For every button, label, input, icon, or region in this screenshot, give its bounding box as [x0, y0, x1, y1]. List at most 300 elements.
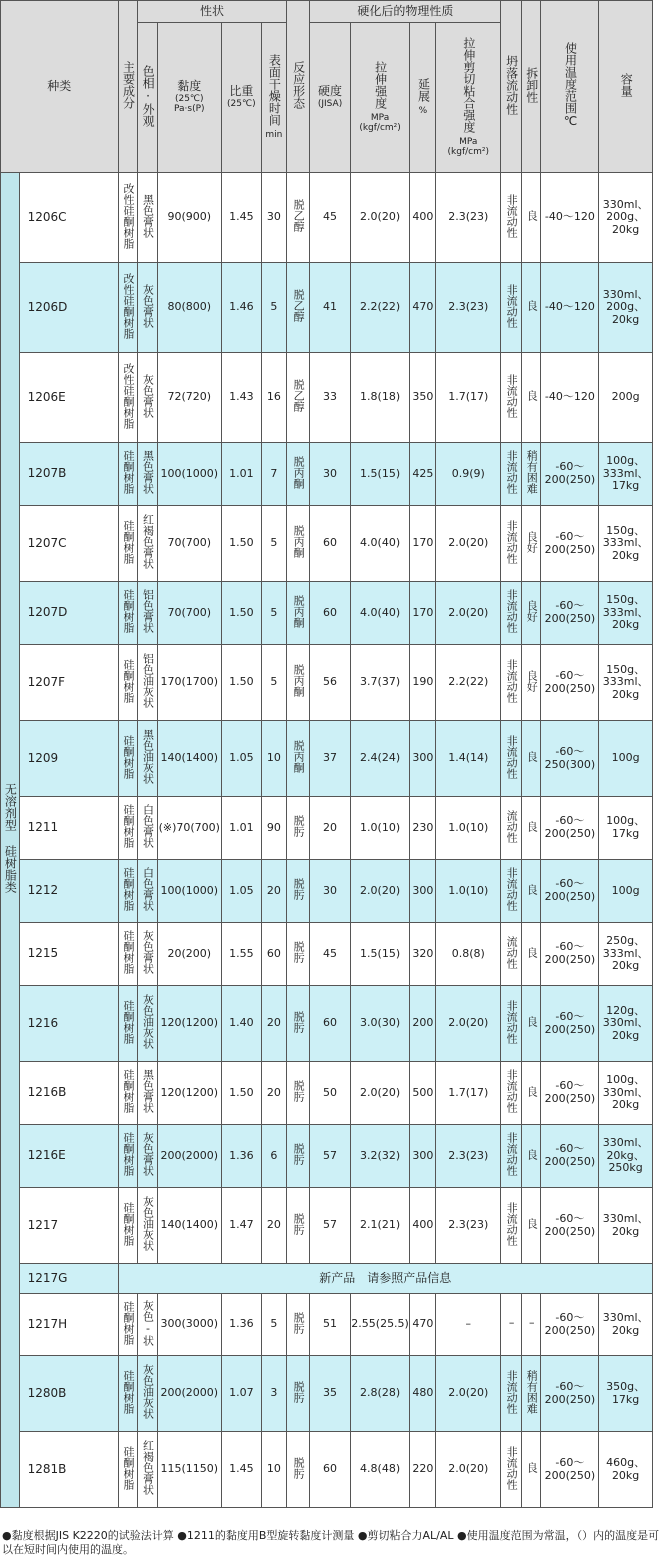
cell-release: 良: [521, 860, 541, 923]
cell-viscosity: 100(1000): [157, 860, 221, 923]
cell-main-component: 硅酮树脂: [118, 1062, 138, 1125]
cell-capacity: 100g、333ml、17kg: [599, 443, 653, 506]
cell-elongation: 300: [410, 860, 436, 923]
cell-slump: 非流动性: [501, 1432, 522, 1508]
cell-tensile: 4.0(40): [350, 582, 410, 645]
cell-dry-time: 20: [261, 986, 286, 1062]
product-code: 1207B: [19, 443, 118, 506]
cell-temperature: -60～200(250): [541, 1062, 599, 1125]
cell-elongation: 230: [410, 797, 436, 860]
cell-tensile: 3.0(30): [350, 986, 410, 1062]
cell-main-component: 硅酮树脂: [118, 721, 138, 797]
table-row: [1, 797, 653, 860]
header-release: 拆卸性: [521, 1, 541, 173]
cell-elongation: 200: [410, 986, 436, 1062]
cell-dry-time: 7: [261, 443, 286, 506]
cell-specific-gravity: 1.05: [221, 721, 261, 797]
cell-capacity: 100g: [599, 860, 653, 923]
cell-release: 良: [521, 923, 541, 986]
cell-color: 灰色膏状: [138, 263, 158, 353]
cell-slump: 非流动性: [501, 1188, 522, 1264]
cell-shear: 2.0(20): [436, 582, 501, 645]
header-reaction: 反应形态: [286, 1, 310, 173]
cell-shear: 0.9(9): [436, 443, 501, 506]
cell-slump: 非流动性: [501, 645, 522, 721]
cell-color: 灰色膏状: [138, 1125, 158, 1188]
cell-reaction: 脱肟: [286, 1062, 310, 1125]
header-capacity: 容量: [599, 1, 653, 173]
cell-release: 良: [521, 721, 541, 797]
cell-release: 良: [521, 1062, 541, 1125]
cell-reaction: 脱肟: [286, 860, 310, 923]
cell-capacity: 100g: [599, 721, 653, 797]
header-hardness: 硬度 (JISA): [310, 23, 350, 173]
cell-specific-gravity: 1.50: [221, 506, 261, 582]
cell-viscosity: 72(720): [157, 353, 221, 443]
cell-main-component: 硅酮树脂: [118, 986, 138, 1062]
cell-elongation: 470: [410, 1294, 436, 1356]
cell-specific-gravity: 1.01: [221, 797, 261, 860]
cell-specific-gravity: 1.01: [221, 443, 261, 506]
cell-hardness: 60: [310, 986, 350, 1062]
cell-reaction: 脱乙醇: [286, 353, 310, 443]
cell-tensile: 1.8(18): [350, 353, 410, 443]
cell-shear: 1.0(10): [436, 797, 501, 860]
cell-hardness: 20: [310, 797, 350, 860]
cell-tensile: 2.2(22): [350, 263, 410, 353]
cell-elongation: 300: [410, 721, 436, 797]
cell-elongation: 220: [410, 1432, 436, 1508]
header-dry-time: 表面干燥时间 min: [261, 23, 286, 173]
cell-shear: –: [436, 1294, 501, 1356]
cell-hardness: 45: [310, 173, 350, 263]
cell-slump: 非流动性: [501, 1062, 522, 1125]
table-row: [1, 1432, 653, 1508]
cell-main-component: 硅酮树脂: [118, 923, 138, 986]
cell-dry-time: 20: [261, 1188, 286, 1264]
cell-reaction: 脱乙醇: [286, 173, 310, 263]
cell-main-component: 硅酮树脂: [118, 1356, 138, 1432]
cell-temperature: -60～200(250): [541, 1294, 599, 1356]
product-code: 1216E: [19, 1125, 118, 1188]
cell-temperature: -60～200(250): [541, 1432, 599, 1508]
cell-elongation: 170: [410, 582, 436, 645]
cell-temperature: -60～200(250): [541, 645, 599, 721]
cell-reaction: 脱肟: [286, 1356, 310, 1432]
cell-hardness: 60: [310, 582, 350, 645]
cell-hardness: 35: [310, 1356, 350, 1432]
cell-tensile: 1.5(15): [350, 443, 410, 506]
cell-temperature: -60～200(250): [541, 797, 599, 860]
cell-release: 良: [521, 797, 541, 860]
cell-color: 红褐色膏状: [138, 506, 158, 582]
cell-hardness: 50: [310, 1062, 350, 1125]
cell-viscosity: 170(1700): [157, 645, 221, 721]
cell-capacity: 150g、333ml、20kg: [599, 582, 653, 645]
cell-capacity: 100g、17kg: [599, 797, 653, 860]
cell-main-component: 硅酮树脂: [118, 1125, 138, 1188]
cell-hardness: 57: [310, 1125, 350, 1188]
cell-reaction: 脱丙酮: [286, 645, 310, 721]
cell-slump: 非流动性: [501, 506, 522, 582]
cell-release: 稍有困难: [521, 443, 541, 506]
cell-main-component: 硅酮树脂: [118, 1188, 138, 1264]
cell-main-component: 改性硅酮树脂: [118, 353, 138, 443]
product-code: 1207C: [19, 506, 118, 582]
cell-color: 铝色油灰状: [138, 645, 158, 721]
cell-main-component: 硅酮树脂: [118, 797, 138, 860]
cell-viscosity: 120(1200): [157, 1062, 221, 1125]
cell-slump: 非流动性: [501, 263, 522, 353]
cell-reaction: 脱丙酮: [286, 721, 310, 797]
table-row: [1, 1062, 653, 1125]
cell-specific-gravity: 1.40: [221, 986, 261, 1062]
cell-shear: 2.0(20): [436, 1356, 501, 1432]
cell-capacity: 460g、20kg: [599, 1432, 653, 1508]
cell-color: 白色膏状: [138, 860, 158, 923]
product-code: 1206D: [19, 263, 118, 353]
header-main-component: 主要成分: [118, 1, 138, 173]
cell-viscosity: 20(200): [157, 923, 221, 986]
cell-shear: 1.0(10): [436, 860, 501, 923]
cell-viscosity: 70(700): [157, 582, 221, 645]
cell-tensile: 1.5(15): [350, 923, 410, 986]
cell-slump: 流动性: [501, 797, 522, 860]
cell-hardness: 30: [310, 860, 350, 923]
cell-slump: 非流动性: [501, 986, 522, 1062]
table-row: [1, 506, 653, 582]
cell-release: –: [521, 1294, 541, 1356]
cell-reaction: 脱肟: [286, 923, 310, 986]
cell-color: 白色膏状: [138, 797, 158, 860]
cell-viscosity: 120(1200): [157, 986, 221, 1062]
cell-main-component: 硅酮树脂: [118, 582, 138, 645]
cell-dry-time: 60: [261, 923, 286, 986]
cell-capacity: 330ml、200g、20kg: [599, 173, 653, 263]
cell-specific-gravity: 1.05: [221, 860, 261, 923]
cell-dry-time: 90: [261, 797, 286, 860]
cell-hardness: 37: [310, 721, 350, 797]
table-row: [1, 1188, 653, 1264]
cell-slump: 非流动性: [501, 582, 522, 645]
cell-color: 铝色膏状: [138, 582, 158, 645]
header-temp: 使用温度范围℃: [541, 1, 599, 173]
cell-slump: 非流动性: [501, 443, 522, 506]
cell-slump: –: [501, 1294, 522, 1356]
cell-reaction: 脱肟: [286, 1294, 310, 1356]
footnote: ●黏度根据JIS K2220的试验法计算 ●1211的黏度用B型旋转黏度计测量 ●剪切粘合力AL/AL ●使用温度范围为常温，（）内的温度是可以在短时间内使用的温度。: [2, 1529, 660, 1556]
cell-specific-gravity: 1.36: [221, 1125, 261, 1188]
product-code: 1207D: [19, 582, 118, 645]
table-row: [1, 173, 653, 263]
cell-dry-time: 6: [261, 1125, 286, 1188]
cell-tensile: 2.55(25.5): [350, 1294, 410, 1356]
cell-temperature: -40～120: [541, 263, 599, 353]
cell-tensile: 2.0(20): [350, 860, 410, 923]
cell-dry-time: 5: [261, 1294, 286, 1356]
cell-tensile: 4.8(48): [350, 1432, 410, 1508]
product-code: 1216B: [19, 1062, 118, 1125]
cell-temperature: -60～200(250): [541, 986, 599, 1062]
header-viscosity: 黏度 (25℃) Pa·s(P): [157, 23, 221, 173]
cell-temperature: -60～200(250): [541, 923, 599, 986]
cell-tensile: 2.8(28): [350, 1356, 410, 1432]
cell-main-component: 硅酮树脂: [118, 506, 138, 582]
cell-hardness: 33: [310, 353, 350, 443]
cell-hardness: 60: [310, 506, 350, 582]
cell-dry-time: 10: [261, 721, 286, 797]
cell-elongation: 170: [410, 506, 436, 582]
cell-viscosity: 140(1400): [157, 721, 221, 797]
cell-specific-gravity: 1.50: [221, 1062, 261, 1125]
cell-slump: 非流动性: [501, 860, 522, 923]
cell-color: 灰色膏状: [138, 923, 158, 986]
cell-color: 灰色油灰状: [138, 986, 158, 1062]
side-category-label: 无溶剂型 硅树脂类: [1, 173, 20, 1508]
cell-release: 良: [521, 353, 541, 443]
cell-reaction: 脱肟: [286, 986, 310, 1062]
cell-capacity: 330ml、20kg: [599, 1188, 653, 1264]
cell-capacity: 150g、333ml、20kg: [599, 506, 653, 582]
cell-color: 灰色油灰状: [138, 1188, 158, 1264]
product-code: 1217G: [19, 1264, 118, 1294]
cell-release: 良: [521, 263, 541, 353]
cell-capacity: 330ml、20kg、250kg: [599, 1125, 653, 1188]
cell-tensile: 1.0(10): [350, 797, 410, 860]
table-row: [1, 1125, 653, 1188]
cell-main-component: 硅酮树脂: [118, 860, 138, 923]
table-row: [1, 1356, 653, 1432]
cell-specific-gravity: 1.46: [221, 263, 261, 353]
cell-temperature: -60～200(250): [541, 1125, 599, 1188]
cell-elongation: 400: [410, 173, 436, 263]
cell-shear: 0.8(8): [436, 923, 501, 986]
cell-viscosity: 70(700): [157, 506, 221, 582]
cell-viscosity: 90(900): [157, 173, 221, 263]
cell-viscosity: 100(1000): [157, 443, 221, 506]
cell-tensile: 2.0(20): [350, 1062, 410, 1125]
cell-temperature: -60～250(300): [541, 721, 599, 797]
cell-hardness: 45: [310, 923, 350, 986]
cell-dry-time: 20: [261, 1062, 286, 1125]
cell-tensile: 2.0(20): [350, 173, 410, 263]
cell-specific-gravity: 1.45: [221, 1432, 261, 1508]
cell-capacity: 120g、330ml、20kg: [599, 986, 653, 1062]
header-elongation: 延展 %: [410, 23, 436, 173]
cell-release: 良: [521, 173, 541, 263]
cell-hardness: 56: [310, 645, 350, 721]
cell-color: 灰色油灰状: [138, 1356, 158, 1432]
cell-color: 红褐色膏状: [138, 1432, 158, 1508]
cell-shear: 2.2(22): [436, 645, 501, 721]
cell-dry-time: 30: [261, 173, 286, 263]
new-product-notice: 新产品 请参照产品信息: [118, 1264, 652, 1294]
cell-temperature: -60～200(250): [541, 860, 599, 923]
cell-slump: 非流动性: [501, 721, 522, 797]
cell-temperature: -60～200(250): [541, 443, 599, 506]
cell-color: 黑色膏状: [138, 443, 158, 506]
cell-release: 良: [521, 1432, 541, 1508]
product-code: 1216: [19, 986, 118, 1062]
cell-slump: 非流动性: [501, 173, 522, 263]
header-slump: 坍落流动性: [501, 1, 522, 173]
cell-release: 良好: [521, 645, 541, 721]
cell-slump: 非流动性: [501, 353, 522, 443]
cell-shear: 1.7(17): [436, 353, 501, 443]
table-row: [1, 645, 653, 721]
cell-shear: 2.3(23): [436, 1125, 501, 1188]
cell-specific-gravity: 1.55: [221, 923, 261, 986]
cell-release: 良: [521, 1125, 541, 1188]
cell-elongation: 480: [410, 1356, 436, 1432]
product-code: 1212: [19, 860, 118, 923]
cell-viscosity: 200(2000): [157, 1356, 221, 1432]
table-row: [1, 353, 653, 443]
header-shear: 拉伸剪切粘合强度 MPa (kgf/cm²): [436, 23, 501, 173]
cell-temperature: -40～120: [541, 353, 599, 443]
header-color: 色相·外观: [138, 23, 158, 173]
cell-tensile: 4.0(40): [350, 506, 410, 582]
product-code: 1207F: [19, 645, 118, 721]
cell-tensile: 3.2(32): [350, 1125, 410, 1188]
product-code: 1206E: [19, 353, 118, 443]
cell-reaction: 脱乙醇: [286, 263, 310, 353]
cell-dry-time: 16: [261, 353, 286, 443]
cell-viscosity: 80(800): [157, 263, 221, 353]
cell-main-component: 硅酮树脂: [118, 1294, 138, 1356]
cell-slump: 非流动性: [501, 1356, 522, 1432]
cell-capacity: 330ml、20kg: [599, 1294, 653, 1356]
header-physical: 硬化后的物理性质: [310, 1, 501, 23]
product-code: 1281B: [19, 1432, 118, 1508]
cell-shear: 2.3(23): [436, 263, 501, 353]
cell-specific-gravity: 1.45: [221, 173, 261, 263]
table-row: [1, 923, 653, 986]
cell-elongation: 470: [410, 263, 436, 353]
cell-slump: 流动性: [501, 923, 522, 986]
cell-specific-gravity: 1.50: [221, 645, 261, 721]
cell-shear: 1.4(14): [436, 721, 501, 797]
product-code: 1215: [19, 923, 118, 986]
cell-reaction: 脱丙酮: [286, 582, 310, 645]
cell-dry-time: 3: [261, 1356, 286, 1432]
cell-release: 良: [521, 1188, 541, 1264]
table-row: [1, 582, 653, 645]
cell-dry-time: 5: [261, 645, 286, 721]
cell-temperature: -40～120: [541, 173, 599, 263]
cell-dry-time: 5: [261, 506, 286, 582]
product-code: 1217H: [19, 1294, 118, 1356]
table-row: [1, 986, 653, 1062]
cell-viscosity: 140(1400): [157, 1188, 221, 1264]
cell-release: 良好: [521, 506, 541, 582]
cell-reaction: 脱丙酮: [286, 443, 310, 506]
cell-main-component: 改性硅酮树脂: [118, 173, 138, 263]
cell-dry-time: 10: [261, 1432, 286, 1508]
cell-dry-time: 5: [261, 263, 286, 353]
cell-specific-gravity: 1.43: [221, 353, 261, 443]
cell-main-component: 硅酮树脂: [118, 1432, 138, 1508]
cell-slump: 非流动性: [501, 1125, 522, 1188]
cell-shear: 1.7(17): [436, 1062, 501, 1125]
cell-reaction: 脱肟: [286, 1432, 310, 1508]
table-row: [1, 721, 653, 797]
cell-temperature: -60～200(250): [541, 582, 599, 645]
cell-elongation: 320: [410, 923, 436, 986]
cell-elongation: 425: [410, 443, 436, 506]
cell-capacity: 100g、330ml、20kg: [599, 1062, 653, 1125]
cell-viscosity: 115(1150): [157, 1432, 221, 1508]
cell-capacity: 200g: [599, 353, 653, 443]
product-code: 1280B: [19, 1356, 118, 1432]
cell-hardness: 57: [310, 1188, 350, 1264]
cell-elongation: 500: [410, 1062, 436, 1125]
cell-specific-gravity: 1.50: [221, 582, 261, 645]
table-row: [1, 263, 653, 353]
cell-capacity: 330ml、200g、20kg: [599, 263, 653, 353]
cell-color: 灰色膏状: [138, 353, 158, 443]
cell-main-component: 硅酮树脂: [118, 645, 138, 721]
cell-release: 良好: [521, 582, 541, 645]
cell-dry-time: 5: [261, 582, 286, 645]
product-code: 1217: [19, 1188, 118, 1264]
cell-tensile: 2.1(21): [350, 1188, 410, 1264]
product-code: 1211: [19, 797, 118, 860]
cell-shear: 2.3(23): [436, 173, 501, 263]
cell-reaction: 脱肟: [286, 797, 310, 860]
cell-main-component: 改性硅酮树脂: [118, 263, 138, 353]
cell-dry-time: 20: [261, 860, 286, 923]
cell-main-component: 硅酮树脂: [118, 443, 138, 506]
cell-capacity: 250g、333ml、20kg: [599, 923, 653, 986]
cell-viscosity: 200(2000): [157, 1125, 221, 1188]
cell-reaction: 脱丙酮: [286, 506, 310, 582]
cell-specific-gravity: 1.07: [221, 1356, 261, 1432]
cell-temperature: -60～200(250): [541, 1356, 599, 1432]
product-code: 1206C: [19, 173, 118, 263]
header-kind: 种类: [1, 1, 119, 173]
cell-temperature: -60～200(250): [541, 506, 599, 582]
cell-viscosity: 300(3000): [157, 1294, 221, 1356]
cell-hardness: 41: [310, 263, 350, 353]
header-tensile: 拉伸强度 MPa (kgf/cm²): [350, 23, 410, 173]
table-row: [1, 443, 653, 506]
cell-specific-gravity: 1.47: [221, 1188, 261, 1264]
cell-color: 黑色膏状: [138, 1062, 158, 1125]
table-row: [1, 1294, 653, 1356]
cell-shear: 2.0(20): [436, 506, 501, 582]
cell-tensile: 2.4(24): [350, 721, 410, 797]
cell-elongation: 400: [410, 1188, 436, 1264]
cell-hardness: 30: [310, 443, 350, 506]
header-specific-gravity: 比重 (25℃): [221, 23, 261, 173]
product-code: 1209: [19, 721, 118, 797]
cell-elongation: 350: [410, 353, 436, 443]
table-row: [1, 1264, 653, 1294]
cell-reaction: 脱肟: [286, 1188, 310, 1264]
cell-reaction: 脱肟: [286, 1125, 310, 1188]
cell-hardness: 60: [310, 1432, 350, 1508]
cell-color: 黑色油灰状: [138, 721, 158, 797]
cell-elongation: 190: [410, 645, 436, 721]
cell-capacity: 350g、17kg: [599, 1356, 653, 1432]
cell-shear: 2.0(20): [436, 1432, 501, 1508]
cell-tensile: 3.7(37): [350, 645, 410, 721]
cell-temperature: -60～200(250): [541, 1188, 599, 1264]
cell-release: 良: [521, 986, 541, 1062]
cell-shear: 2.0(20): [436, 986, 501, 1062]
cell-color: 黑色膏状: [138, 173, 158, 263]
